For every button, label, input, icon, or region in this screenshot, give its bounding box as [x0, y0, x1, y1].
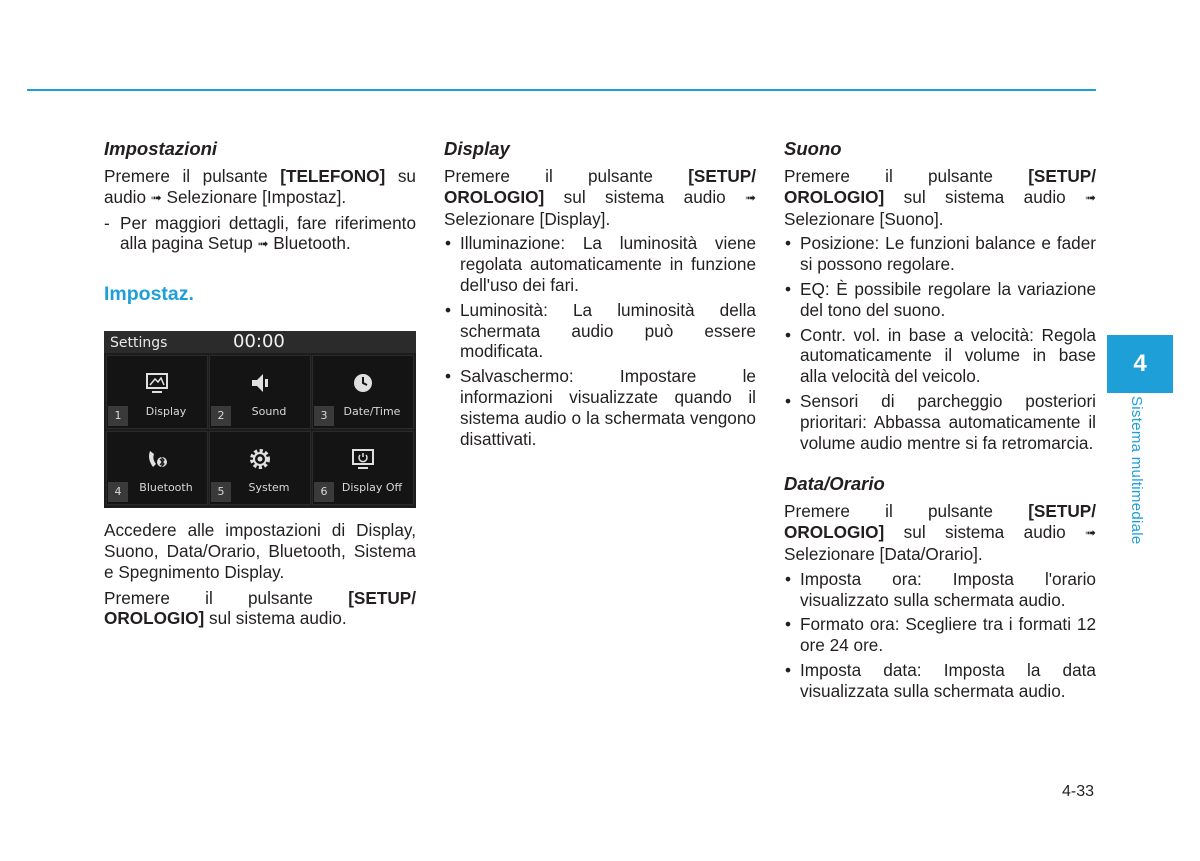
- button-reference: [SETUP/ OROLOGIO]: [784, 501, 1096, 543]
- paragraph: Premere il pulsante [SETUP/ OROLOGIO] sul sistema audio ➟ Selezionare [Suono].: [784, 166, 1096, 229]
- tile-number: 3: [314, 406, 334, 426]
- list-item: • Luminosità: La luminosità della schermata audio può essere modificata.: [444, 300, 756, 362]
- tile-system: [209, 431, 311, 505]
- list-item: • Formato ora: Scegliere tra i formati 12 ore 24 ore.: [784, 614, 1096, 656]
- paragraph: Premere il pulsante [SETUP/ OROLOGIO] sul sistema audio ➟ Selezionare [Data/Orario].: [784, 501, 1096, 564]
- display-icon: [144, 370, 170, 396]
- list-item: • Sensori di parcheggio posteriori prioritari: Abbassa automaticamente il volume audio mentre si fa retromarcia.: [784, 391, 1096, 453]
- bullet-list: [444, 233, 756, 449]
- tile-display-off: [312, 431, 414, 505]
- list-item: • Salvaschermo: Impostare le informazioni visualizzate quando il sistema audio o la schermata vengono disattivati.: [444, 366, 756, 449]
- section-heading: Display: [444, 138, 510, 159]
- column-display: [444, 138, 756, 449]
- clock-icon: [350, 370, 376, 396]
- settings-screen-image: [104, 331, 416, 508]
- list-item: - Per maggiori dettagli, fare riferimento alla pagina Setup ➟ Bluetooth.: [104, 213, 416, 256]
- tile-label: Display Off: [341, 481, 403, 495]
- paragraph: Premere il pulsante [TELEFONO] su audio ➟ Selezionare [Impostaz].: [104, 166, 416, 207]
- arrow-icon: ➟: [150, 189, 162, 205]
- tile-label: Display: [145, 405, 187, 419]
- tile-number: 6: [314, 482, 334, 502]
- tile-label: System: [248, 481, 290, 495]
- section-heading: Impostazioni: [104, 138, 218, 159]
- tile-label: Sound: [251, 405, 287, 419]
- arrow-icon: ➟: [257, 236, 269, 252]
- arrow-icon: ➟: [745, 189, 756, 205]
- tile-label: Date/Time: [343, 405, 401, 419]
- screen-title: Settings: [110, 335, 168, 352]
- screen-clock: 00:00: [233, 331, 285, 353]
- list-item: • Illuminazione: La luminosità viene regolata automaticamente in funzione dell'uso dei fari.: [444, 233, 756, 295]
- sub-heading: Impostaz.: [104, 283, 194, 306]
- tile-bluetooth: [106, 431, 208, 505]
- bullet-list: [784, 569, 1096, 702]
- column-suono-data: [784, 138, 1096, 702]
- button-reference: [SETUP/ OROLOGIO]: [104, 587, 416, 629]
- list-item: • Imposta ora: Imposta l'orario visualizzato sulla schermata audio.: [784, 569, 1096, 611]
- tile-number: 4: [108, 482, 128, 502]
- list-item: • Contr. vol. in base a velocità: Regola automaticamente il volume in base alla velocità del veicolo.: [784, 325, 1096, 387]
- paragraph: Premere il pulsante [SETUP/ OROLOGIO] sul sistema audio ➟ Selezionare [Display].: [444, 166, 756, 229]
- column-impostazioni: [104, 138, 416, 629]
- tile-date-time: [312, 355, 414, 429]
- header-rule: [27, 89, 1096, 91]
- speaker-icon: [247, 370, 273, 396]
- button-reference: [TELEFONO]: [280, 166, 386, 186]
- bluetooth-phone-icon: [144, 446, 170, 472]
- screen-title-bar: [104, 331, 416, 353]
- chapter-title: Sistema multimediale: [1128, 396, 1145, 545]
- list-item: • EQ: È possibile regolare la variazione del tono del suono.: [784, 279, 1096, 321]
- bullet-list: [784, 233, 1096, 453]
- tile-number: 2: [211, 406, 231, 426]
- list-item: • Imposta data: Imposta la data visualizzata sulla schermata audio.: [784, 660, 1096, 702]
- paragraph: Premere il pulsante [SETUP/ OROLOGIO] sul sistema audio.: [104, 587, 416, 629]
- chapter-tab: 4: [1107, 335, 1173, 393]
- page-number: 4-33: [1061, 783, 1094, 800]
- arrow-icon: ➟: [1085, 525, 1096, 541]
- tile-number: 1: [108, 406, 128, 426]
- dash-list: [104, 213, 416, 256]
- list-item: • Posizione: Le funzioni balance e fader si possono regolare.: [784, 233, 1096, 275]
- button-reference: [SETUP/ OROLOGIO]: [784, 166, 1096, 207]
- display-off-icon: [350, 446, 376, 472]
- section-heading: Suono: [784, 138, 842, 159]
- button-reference: [SETUP/ OROLOGIO]: [444, 166, 756, 207]
- tile-label: Bluetooth: [139, 481, 193, 495]
- section-heading: Data/Orario: [784, 473, 885, 495]
- arrow-icon: ➟: [1085, 189, 1096, 205]
- paragraph: Accedere alle impostazioni di Display, Suono, Data/Orario, Bluetooth, Sistema e Spegnimento Display.: [104, 520, 416, 582]
- gear-icon: [247, 446, 273, 472]
- tile-number: 5: [211, 482, 231, 502]
- tile-display: [106, 355, 208, 429]
- tile-sound: [209, 355, 311, 429]
